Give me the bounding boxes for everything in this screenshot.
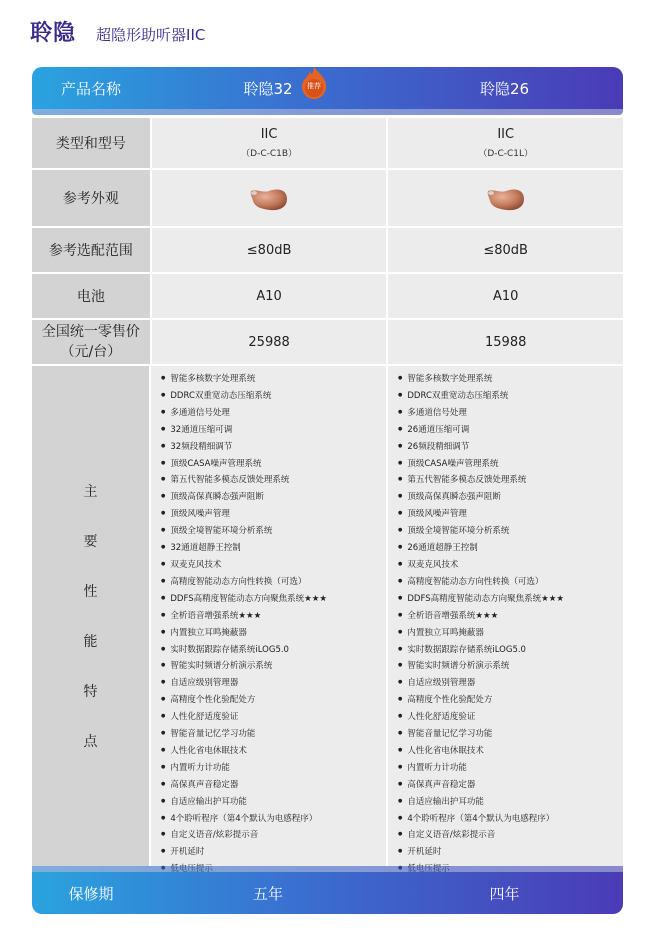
feature-item: ● 26频段精细调节: [398, 439, 623, 456]
hearing-aid-image: [247, 183, 291, 213]
feature-item: ● 32通道超静王控制: [161, 540, 386, 557]
feature-item: ● 26通道超静王控制: [398, 540, 623, 557]
row-range-label: 参考选配范围: [32, 228, 152, 272]
table-header-bar: [32, 67, 623, 109]
feature-item: ● DDFS高精度智能动态方向聚焦系统★★★: [398, 591, 623, 608]
feature-item: ● 高精度智能动态方向性转换（可选）: [398, 574, 623, 591]
feature-item: ● 双麦克风技术: [161, 557, 386, 574]
feature-item: ● 高精度智能动态方向性转换（可选）: [161, 574, 386, 591]
feature-item: ● 实时数据跟踪存储系统iLOG5.0: [398, 642, 623, 659]
feature-item: ● 智能多核数字处理系统: [161, 371, 386, 388]
row-type-a: [152, 118, 389, 168]
type-a-main: IIC: [260, 127, 278, 142]
feature-item: ● 32通道压缩可调: [161, 422, 386, 439]
row-battery-a: A10: [152, 274, 389, 318]
feature-item: ● 人性化舒适度验证: [161, 709, 386, 726]
feature-item: ● 顶级风噪声管理: [398, 506, 623, 523]
feature-item: ● 自适应级别管理器: [161, 675, 386, 692]
feature-item: ● 内置独立耳鸣掩蔽器: [398, 625, 623, 642]
feature-item: ● 4个聆听程序（第4个默认为电感程序）: [398, 811, 623, 828]
features-label-char: 主: [83, 484, 98, 500]
feature-item: ● 顶级高保真瞬态强声阻断: [161, 489, 386, 506]
row-range: [32, 228, 623, 274]
feature-item: ● 第五代智能多模态反馈处理系统: [161, 472, 386, 489]
features-label-char: 特: [83, 684, 98, 700]
feature-list-b: [388, 366, 623, 878]
feature-item: ● DDRC双重宽动态压缩系统: [161, 388, 386, 405]
warranty-bar: [32, 872, 623, 914]
feature-item: ● 4个聆听程序（第4个默认为电感程序）: [161, 811, 386, 828]
warranty-a: 五年: [252, 884, 283, 903]
feature-item: ● 顶级高保真瞬态强声阻断: [398, 489, 623, 506]
feature-item: ● 智能实时频谱分析演示系统: [161, 658, 386, 675]
page-subtitle: 超隐形助听器IIC: [96, 26, 206, 44]
feature-item: ● 顶级风噪声管理: [161, 506, 386, 523]
feature-item: ● 多通道信号处理: [398, 405, 623, 422]
row-battery-label: 电池: [32, 274, 152, 318]
header-model-a-label: 聆隐32: [243, 79, 293, 98]
row-battery-b: A10: [388, 274, 623, 318]
feature-item: ● 智能实时频谱分析演示系统: [398, 658, 623, 675]
row-appearance-b: [388, 170, 623, 226]
row-features: [32, 366, 623, 866]
feature-item: ● 高保真声音稳定器: [398, 777, 623, 794]
feature-item: ● DDRC双重宽动态压缩系统: [398, 388, 623, 405]
features-label-char: 性: [83, 584, 98, 600]
brand-title: 聆隐: [30, 21, 77, 46]
row-appearance-label: 参考外观: [32, 170, 152, 226]
feature-item: ● 人性化省电休眠技术: [161, 743, 386, 760]
feature-item: ● 32频段精细调节: [161, 439, 386, 456]
feature-item: ● 内置听力计功能: [398, 760, 623, 777]
feature-item: ● 高精度个性化验配处方: [398, 692, 623, 709]
recommend-badge: [299, 66, 329, 100]
header-model-a: [150, 78, 386, 99]
warranty-b: 四年: [489, 884, 520, 903]
features-label-char: 点: [83, 734, 98, 750]
type-b-sub: （D-C-C1L）: [478, 149, 534, 159]
feature-list-a: [151, 366, 386, 878]
feature-item: ● 自适应输出护耳功能: [161, 794, 386, 811]
row-features-b: [388, 366, 623, 866]
row-price: [32, 320, 623, 366]
feature-item: ● 双麦克风技术: [398, 557, 623, 574]
price-label-line2: （元/台）: [60, 344, 122, 360]
feature-item: ● 自定义语音/炫彩提示音: [161, 827, 386, 844]
row-features-a: [151, 366, 388, 866]
row-type-label: 类型和型号: [32, 118, 152, 168]
feature-item: ● 开机延时: [161, 844, 386, 861]
comparison-table: [32, 118, 623, 866]
warranty-label: 保修期: [68, 884, 114, 903]
feature-item: ● 开机延时: [398, 844, 623, 861]
row-appearance-a: [152, 170, 389, 226]
feature-item: ● 自适应输出护耳功能: [398, 794, 623, 811]
feature-item: ● 顶级CASA噪声管理系统: [398, 456, 623, 473]
feature-item: ● 全析语音增强系统★★★: [161, 608, 386, 625]
row-price-b: 15988: [388, 320, 623, 364]
feature-item: ● 内置听力计功能: [161, 760, 386, 777]
feature-item: ● 顶级全境智能环境分析系统: [161, 523, 386, 540]
feature-item: ● 智能音量记忆学习功能: [161, 726, 386, 743]
row-type: [32, 118, 623, 170]
recommend-badge-text: 推荐: [307, 81, 321, 90]
feature-item: ● 全析语音增强系统★★★: [398, 608, 623, 625]
feature-item: ● 顶级全境智能环境分析系统: [398, 523, 623, 540]
row-type-b: [388, 118, 623, 168]
feature-item: ● 人性化舒适度验证: [398, 709, 623, 726]
feature-item: ● 智能多核数字处理系统: [398, 371, 623, 388]
feature-item: ● 自适应级别管理器: [398, 675, 623, 692]
feature-item: ● 顶级CASA噪声管理系统: [161, 456, 386, 473]
row-range-a: ≤80dB: [152, 228, 389, 272]
feature-item: ● 26通道压缩可调: [398, 422, 623, 439]
row-features-label: [32, 366, 151, 866]
hearing-aid-image: [484, 183, 528, 213]
feature-item: ● 自定义语音/炫彩提示音: [398, 827, 623, 844]
page-header: [30, 16, 205, 52]
feature-item: ● 实时数据跟踪存储系统iLOG5.0: [161, 642, 386, 659]
feature-item: ● DDFS高精度智能动态方向聚焦系统★★★: [161, 591, 386, 608]
row-appearance: [32, 170, 623, 228]
header-product-name: 产品名称: [60, 79, 121, 98]
feature-item: ● 高精度个性化验配处方: [161, 692, 386, 709]
feature-item: ● 智能音量记忆学习功能: [398, 726, 623, 743]
type-b-main: IIC: [497, 127, 515, 142]
type-a-sub: （D-C-C1B）: [241, 149, 298, 159]
features-label-char: 要: [83, 534, 98, 550]
row-price-a: 25988: [152, 320, 389, 364]
row-battery: [32, 274, 623, 320]
price-label-line1: 全国统一零售价: [41, 324, 140, 340]
feature-item: ● 内置独立耳鸣掩蔽器: [161, 625, 386, 642]
header-model-b: 聆隐26: [479, 79, 530, 98]
feature-item: ● 人性化省电休眠技术: [398, 743, 623, 760]
feature-item: ● 多通道信号处理: [161, 405, 386, 422]
features-label-char: 能: [83, 634, 98, 650]
row-price-label: [32, 320, 152, 364]
feature-item: ● 高保真声音稳定器: [161, 777, 386, 794]
row-range-b: ≤80dB: [388, 228, 623, 272]
feature-item: ● 第五代智能多模态反馈处理系统: [398, 472, 623, 489]
